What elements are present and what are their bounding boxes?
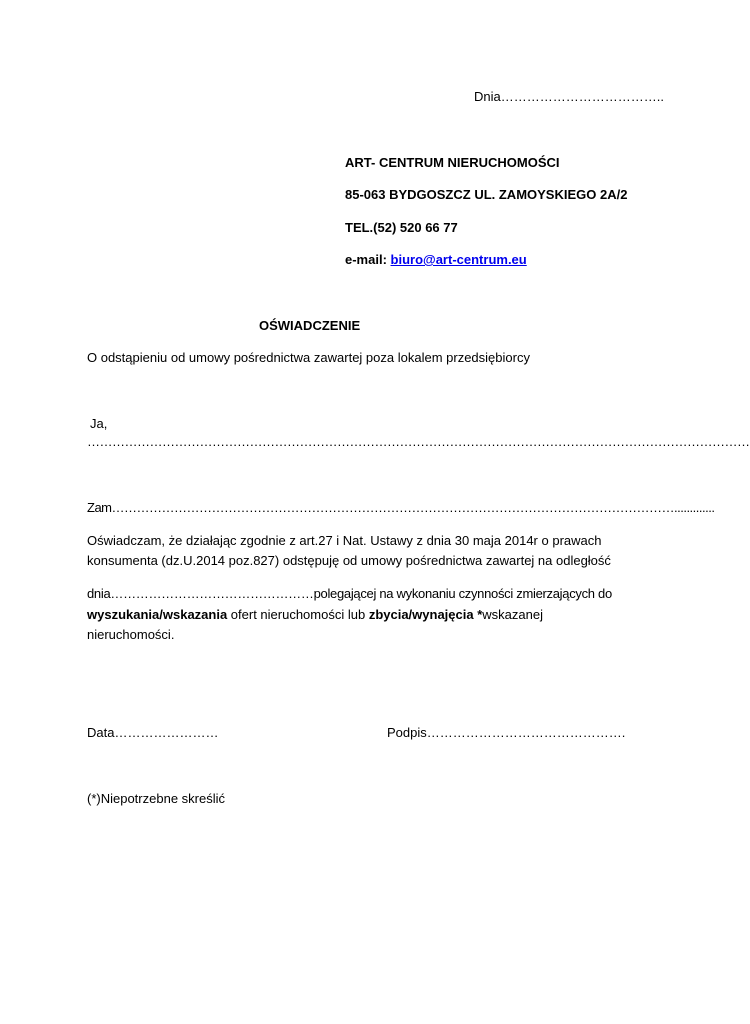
sale-option: zbycia/wynajęcia * bbox=[368, 607, 483, 622]
recipient-address: 85-063 BYDGOSZCZ UL. ZAMOYSKIEGO 2A/2 bbox=[345, 187, 628, 202]
declaration-line-1: Oświadczam, że działając zgodnie z art.27 i Nat. Ustawy z dnia 30 maja 2014r o prawach bbox=[87, 533, 602, 548]
email-link[interactable]: biuro@art-centrum.eu bbox=[390, 252, 527, 267]
document-subtitle: O odstąpieniu od umowy pośrednictwa zawartej poza lokalem przedsiębiorcy bbox=[87, 350, 530, 365]
recipient-email bbox=[345, 252, 527, 267]
declaration-suffix: wskazanej bbox=[482, 607, 543, 622]
recipient-company: ART- CENTRUM NIERUCHOMOŚCI bbox=[345, 155, 560, 170]
document-title: OŚWIADCZENIE bbox=[259, 318, 361, 333]
ja-label: Ja, bbox=[90, 416, 108, 431]
footnote: (*)Niepotrzebne skreślić bbox=[87, 791, 225, 806]
declaration-line-5: nieruchomości. bbox=[87, 627, 175, 642]
search-option: wyszukania/wskazania bbox=[87, 607, 228, 622]
declaration-mid: ofert nieruchomości lub bbox=[227, 607, 369, 622]
declaration-line-4 bbox=[87, 607, 543, 622]
declaration-line-2: konsumenta (dz.U.2014 poz.827) odstępuję od umowy pośrednictwa zawartej na odległość bbox=[87, 553, 611, 568]
date-line: Dnia……………………………….. bbox=[474, 89, 664, 104]
date-signature-field: Data…………………… bbox=[87, 725, 219, 740]
zam-line: Zam………………………………………………………………………………………………………………………............. bbox=[87, 500, 715, 515]
podpis-signature-field: Podpis………………………………………. bbox=[387, 725, 626, 740]
email-label: e-mail: bbox=[345, 252, 387, 267]
declaration-line-3: dnia…………………………………………polegającej na wykonaniu czynności zmierzających do bbox=[87, 586, 612, 601]
recipient-phone: TEL.(52) 520 66 77 bbox=[345, 220, 458, 235]
ja-dotted-line: …………………………………………………………………………………………………………………………………………… bbox=[87, 434, 750, 449]
